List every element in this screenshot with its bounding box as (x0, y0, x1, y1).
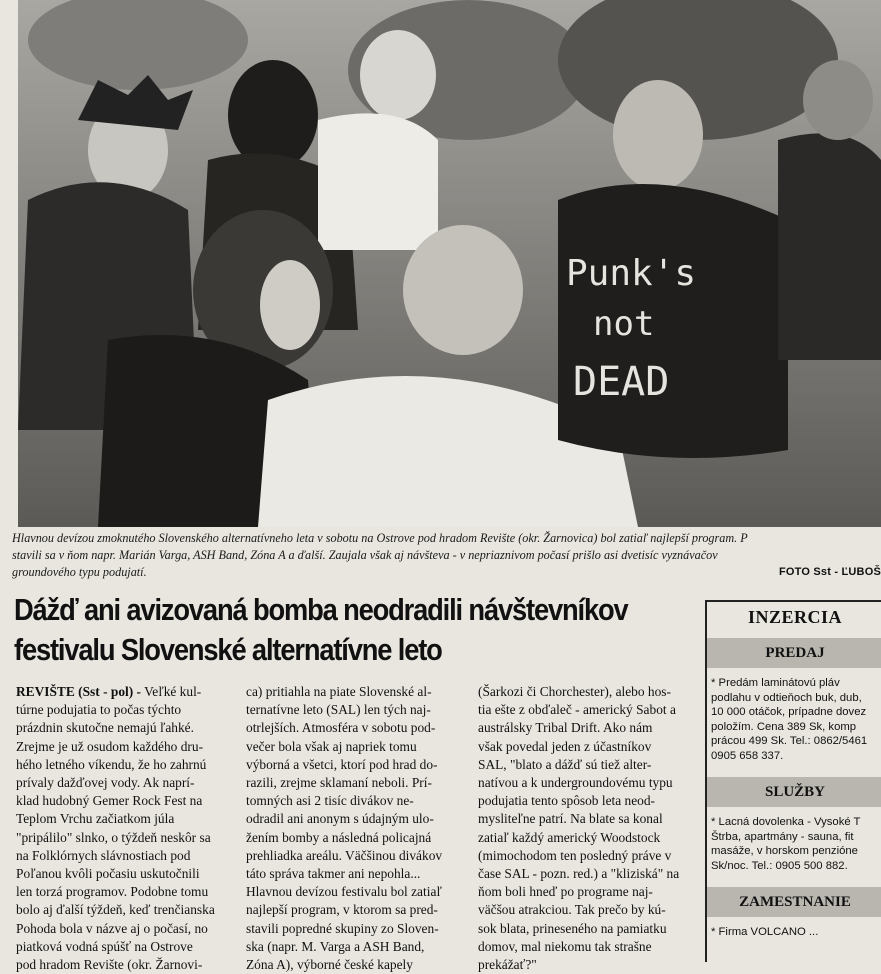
ad-line: Sk/noc. Tel.: 0905 500 882. (711, 859, 848, 872)
section-title-zamestnanie: ZAMESTNANIE (707, 887, 881, 917)
article-line (16, 683, 236, 701)
article-line: Zrejme je už osudom každého dru- (16, 738, 204, 754)
article-column-3 (478, 683, 696, 974)
photo-illustration (18, 0, 881, 527)
photo-credit: FOTO Sst - ĽUBOŠ (778, 566, 881, 578)
article-line: čase SAL - pozn. red.) a "kliziská" na (478, 866, 680, 882)
article-line: razili, zrejme sklamaní neboli. Prí- (246, 775, 432, 791)
ad-line: prácou 499 Sk. Tel.: 0862/5461 (711, 735, 868, 747)
article-line: Zóna A), výborné české kapely (246, 957, 413, 973)
caption-line-3: groundového typu podujatí. (12, 565, 147, 579)
article-column-2 (246, 683, 474, 974)
article-line: táto správa takmer ani nepohla... (246, 866, 421, 882)
article-line: ňom boli hneď po programe naj- (478, 884, 653, 900)
article-line: Poľanou kvôli počasiu uskutočnili (16, 866, 200, 882)
article-line: mysliteľne patrí. Na blate sa konal (478, 811, 663, 827)
article-line: prívaly dažďovej vody. Ak naprí- (16, 775, 195, 791)
article-line: natívou a k undergroundovému typu (478, 775, 673, 791)
article-line: podujatia tento spôsob leta neod- (478, 793, 656, 809)
article-line: Pohoda bola v názve aj o počasí, no (16, 920, 208, 936)
article-line: ska (napr. M. Varga a ASH Band, (246, 938, 425, 954)
article-line: Teplom Vrchu začiatkom júla (16, 811, 175, 827)
article-line: klad hudobný Gemer Rock Fest na (16, 793, 203, 809)
article-line: zatiaľ každý americký Woodstock (478, 829, 661, 845)
article-line: prekážať?" (478, 957, 537, 973)
article-line: žením bomby a následná policajná (246, 829, 432, 845)
section-title-sluzby: SLUŽBY (707, 777, 881, 807)
shirt-text-1: Punk's (566, 253, 697, 294)
section-text-predaj (707, 668, 881, 769)
article-line: hého letného víkendu, že ho zahrnú (16, 756, 207, 772)
article-line: SAL, "blato a dážď sú tiež alter- (478, 756, 652, 772)
photo-caption (12, 530, 881, 581)
article-line: ca) pritiahla na piate Slovenské al- (246, 684, 432, 699)
article-line: odradil ani anonym s údajným ulo- (246, 811, 434, 827)
photo-crowd (18, 0, 881, 527)
ad-line: položím. Cena 389 Sk, komp (711, 720, 857, 733)
article-column-1 (16, 683, 236, 974)
ad-line: * Predám laminátovú pláv (711, 677, 840, 689)
ad-line: 0905 658 337. (711, 749, 784, 762)
article-line: tia ešte z obďaleč - americký Sabot a (478, 702, 676, 718)
article-line: večer bola však aj napriek tomu (246, 738, 417, 754)
article-line: len torzá programov. Podobne tomu (16, 884, 209, 900)
article-line-text: Veľké kul- (141, 684, 202, 699)
article-headline (14, 590, 628, 670)
ad-line: 10 000 otáčok, prípadne dovez (711, 706, 867, 718)
headline-line-1: Dážď ani avizovaná bomba neodradili návštevníkov (14, 592, 628, 627)
shirt-text-3: DEAD (573, 359, 670, 405)
section-text-sluzby (707, 807, 881, 879)
dateline: REVIŠTE (Sst - pol) - (16, 684, 142, 699)
article-line: pod hradom Revište (okr. Žarnovi- (16, 957, 203, 973)
ad-line: Štrba, apartmány - sauna, fit (711, 830, 854, 843)
sidebar-title: INZERCIA (747, 607, 843, 627)
article-line: na Folklórnych slávnostiach pod (16, 847, 191, 863)
article-line: domov, mal niekomu tak strašne (478, 938, 652, 954)
article-line: ternatívne leto (SAL) len tých naj- (246, 702, 431, 718)
article-line: Hlavnou devízou festivalu bol zatiaľ (246, 884, 442, 900)
ad-line: podlahu v odtieňoch buk, dub, (711, 691, 862, 704)
classifieds-sidebar (705, 600, 881, 962)
ad-line: * Firma VOLCANO ... (711, 926, 819, 938)
caption-line-1: Hlavnou devízou zmoknutého Slovenského alternatívneho leta v sobotu na Ostrove pod hradom Revište (okr. Žarnovica) bol zatiaľ najlepší program. P (12, 531, 748, 545)
article-line: najlepší program, v ktorom sa pred- (246, 902, 438, 918)
article-line: piatková vodná spúšť na Ostrove (16, 938, 193, 954)
article-line: prázdnin skutočne nemajú ľahké. (16, 720, 194, 736)
shirt-text-2: not (593, 304, 655, 344)
article-line: (mimochodom ten posledný práve v (478, 847, 672, 863)
section-title-predaj: PREDAJ (707, 638, 881, 668)
article-line: však povedal jeden z účastníkov (478, 738, 652, 754)
ad-line: masáže, v horskom penzióne (711, 845, 858, 857)
article-line: (Šarkozi či Chorchester), alebo hos- (478, 684, 671, 699)
article-line: bolo aj ďalší týždeň, keď trenčianska (16, 902, 215, 918)
caption-line-2: stavili sa v ňom napr. Marián Varga, ASH Band, Zóna A a ďalší. Zaujala však aj návšteva - v nepriaznivom počasí prišlo asi dvetisíc vyznávačov (12, 548, 718, 562)
article-line: túrne podujatia to počas týchto (16, 702, 182, 718)
section-text-zamestnanie (707, 917, 881, 946)
article-line: sok blata, prineseného na pamiatku (478, 920, 667, 936)
article-line: výborná a všetci, ktorí pod hrad do- (246, 756, 438, 772)
article-line: otrlejších. Atmosféra v sobotu pod- (246, 720, 436, 736)
article-line: väčšou atrakciou. Tak prečo by kú- (478, 902, 666, 918)
headline-line-2: festivalu Slovenské alternatívne leto (14, 632, 442, 667)
article-line: tomných asi 2 tisíc divákov ne- (246, 793, 414, 809)
article-line: "pripálilo" slnko, o týždeň neskôr sa (16, 829, 211, 845)
article-line: prehliadka areálu. Väčšinou divákov (246, 847, 443, 863)
article-line: stavili popredné skupiny zo Sloven- (246, 920, 439, 936)
ad-line: * Lacná dovolenka - Vysoké T (711, 816, 861, 828)
article-line: austrálsky Tribal Drift. Ako nám (478, 720, 653, 736)
